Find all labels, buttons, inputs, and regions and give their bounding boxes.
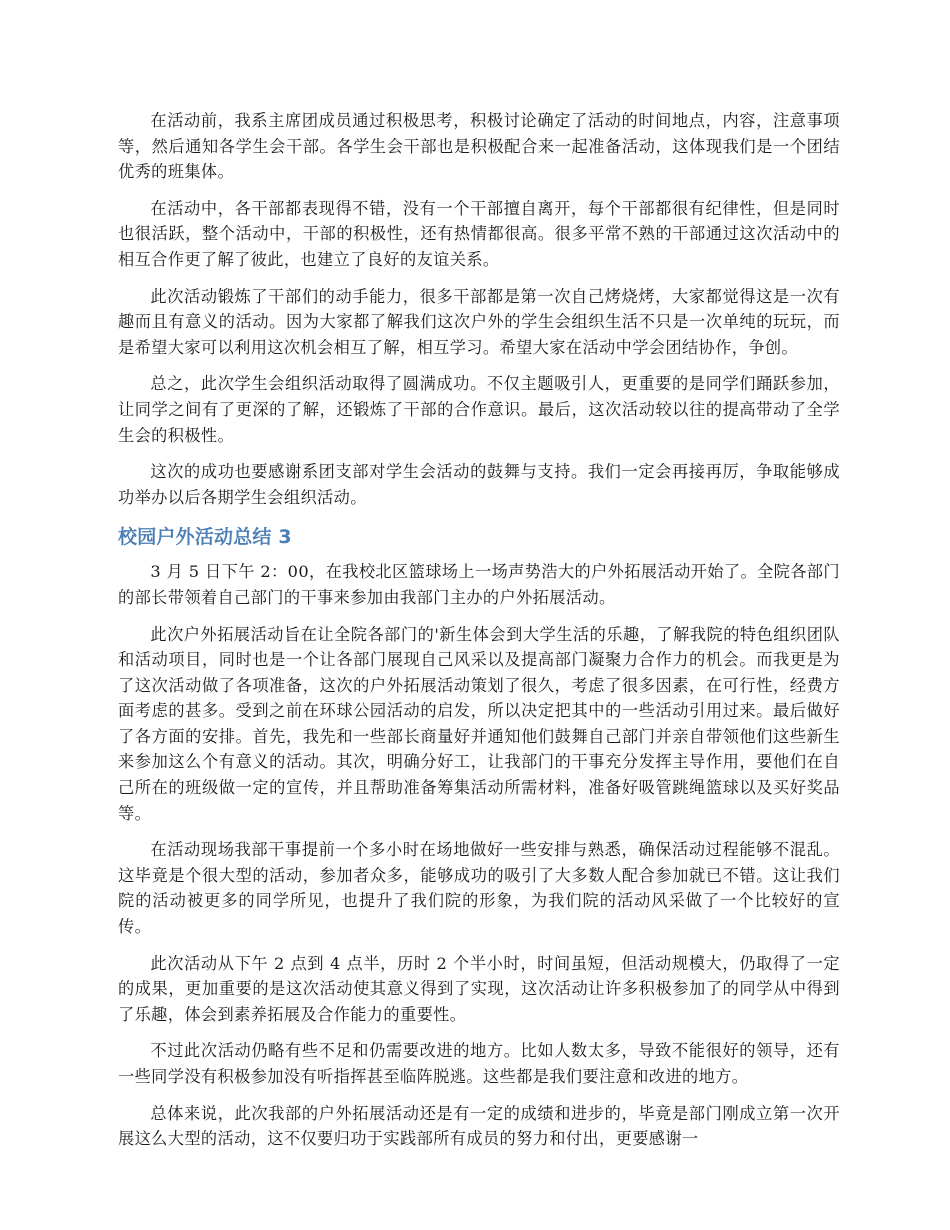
paragraph-purpose: 此次户外拓展活动旨在让全院各部门的'新生体会到大学生活的乐趣，了解我院的特色组织团队和活动项目，同时也是一个让各部门展现自己风采以及提高部门凝聚力合作力的机会。而我更是为了这次活动做了各项准备，这次的户外拓展活动策划了很久，考虑了很多因素，在可行性，经费方面考虑的甚多。受到之前在环球公园活动的启发，所以决定把其中的一些活动引用过来。最后做好了各方面的安排。首先，我先和一些部长商量好并通知他们鼓舞自己部门并亲自带领他们这些新生来参加这么个有意义的活动。其次，明确分好工，让我部门的干事充分发挥主导作用，要他们在自己所在的班级做一定的宣传，并且帮助准备筹集活动所需材料，准备好吸管跳绳篮球以及买好奖品等。 [118, 624, 840, 823]
paragraph-conclusion: 总之，此次学生会组织活动取得了圆满成功。不仅主题吸引人，更重要的是同学们踊跃参加，让同学之间有了更深的了解，还锻炼了干部的合作意识。最后，这次活动较以往的提高带动了全学生会的积极性。 [118, 374, 840, 445]
paragraph-summary: 总体来说，此次我部的户外拓展活动还是有一定的成绩和进步的，毕竟是部门刚成立第一次开展这么大型的活动，这不仅要归功于实践部所有成员的努力和付出，更要感谢一 [118, 1103, 840, 1149]
paragraph-thanks: 这次的成功也要感谢系团支部对学生会活动的鼓舞与支持。我们一定会再接再厉，争取能够成功举办以后各期学生会组织活动。 [118, 462, 840, 507]
document-page [118, 108, 840, 1163]
paragraph-preparation: 在活动前，我系主席团成员通过积极思考，积极讨论确定了活动的时间地点，内容，注意事项等，然后通知各学生会干部。各学生会干部也是积极配合来一起准备活动，这体现我们是一个团结优秀的班集体。 [118, 111, 840, 182]
section-heading: 校园户外活动总结 3 [118, 526, 292, 549]
paragraph-duration: 此次活动从下午 2 点到 4 点半，历时 2 个半小时，时间虽短，但活动规模大，仍取得了一定的成果，更加重要的是这次活动使其意义得到了实现，这次活动让许多积极参加了的同学从中得到了乐趣，体会到素养拓展及合作能力的重要性。 [118, 953, 840, 1024]
paragraph-shortcomings: 不过此次活动仍略有些不足和仍需要改进的地方。比如人数太多，导致不能很好的领导，还有一些同学没有积极参加没有听指挥甚至临阵脱逃。这些都是我们要注意和改进的地方。 [118, 1041, 840, 1086]
paragraph-during-activity: 在活动中，各干部都表现得不错，没有一个干部擅自离开，每个干部都很有纪律性，但是同时也很活跃，整个活动中，干部的积极性，还有热情都很高。很多平常不熟的干部通过这次活动中的相互合作更了解了彼此，也建立了良好的友谊关系。 [118, 198, 840, 269]
paragraph-opening: 3 月 5 日下午 2：00，在我校北区篮球场上一场声势浩大的户外拓展活动开始了。全院各部门的部长带领着自己部门的干事来参加由我部门主办的户外拓展活动。 [118, 562, 840, 607]
paragraph-onsite: 在活动现场我部干事提前一个多小时在场地做好一些安排与熟悉，确保活动过程能够不混乱。这毕竟是个很大型的活动，参加者众多，能够成功的吸引了大多数人配合参加就已不错。这让我们院的活动被更多的同学所见，也提升了我们院的形象，为我们院的活动风采做了一个比较好的宣传。 [118, 840, 840, 937]
paragraph-skills: 此次活动锻炼了干部们的动手能力，很多干部都是第一次自己烤烧烤，大家都觉得这是一次有趣而且有意义的活动。因为大家都了解我们这次户外的学生会组织生活不只是一次单纯的玩玩，而是希望大家可以利用这次机会相互了解，相互学习。希望大家在活动中学会团结协作，争创。 [118, 286, 840, 357]
